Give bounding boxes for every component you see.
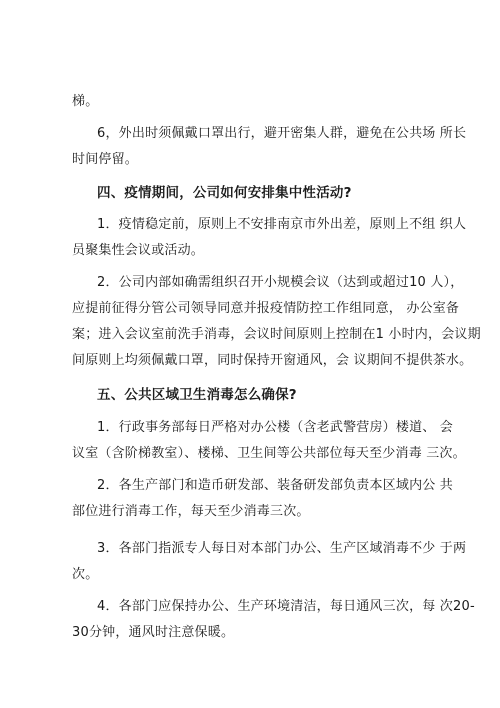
item-2-text: 2．公司内部如确需组织召开小规模会议（达到或超过10 人）， xyxy=(97,275,464,290)
item-2-text-cont: 间原则上均须佩戴口罩，同时保持开窗通风，会 议期间不提供茶水。 xyxy=(72,353,473,368)
text-line: 梯。 xyxy=(72,94,99,109)
item-6-text: 6，外出时须佩戴口罩出行，避开密集人群，避免在公共场 所长 xyxy=(97,126,467,141)
item-2-text: 2．各生产部门和造币研发部、装备研发部负责本区域内公 共 xyxy=(97,478,454,493)
item-4-text: 4．各部门应保持办公、生产环境清洁，每日通风三次，每 次20- xyxy=(97,599,475,614)
item-1-text: 1．行政事务部每日严格对办公楼（含老武警营房）楼道、 会 xyxy=(97,420,454,435)
item-6-text-cont: 时间停留。 xyxy=(72,152,139,167)
section-heading-4: 四、疫情期间，公司如何安排集中性活动? xyxy=(97,185,352,201)
item-1-text-cont: 员聚集性会议或活动。 xyxy=(72,243,205,258)
item-2-text-cont: 案；进入会议室前洗手消毒，会议时间原则上控制在1 小时内，会议期 xyxy=(72,327,481,342)
item-1-text-cont: 议室（含阶梯教室）、楼梯、卫生间等公共部位每天至少消毒 三次。 xyxy=(72,446,466,461)
item-2-text-cont: 应提前征得分管公司领导同意并报疫情防控工作组同意， 办公室备 xyxy=(72,301,460,316)
item-4-text-cont: 30分钟，通风时注意保暖。 xyxy=(72,625,235,640)
item-2-text-cont: 部位进行消毒工作，每天至少消毒三次。 xyxy=(72,504,310,519)
item-3-text: 3．各部门指派专人每日对本部门办公、生产区域消毒不少 于两 xyxy=(97,541,467,556)
item-3-text-cont: 次。 xyxy=(72,567,99,582)
item-1-text: 1．疫情稳定前，原则上不安排南京市外出差，原则上不组 织人 xyxy=(97,217,467,232)
section-heading-5: 五、公共区域卫生消毒怎么确保? xyxy=(97,387,297,403)
